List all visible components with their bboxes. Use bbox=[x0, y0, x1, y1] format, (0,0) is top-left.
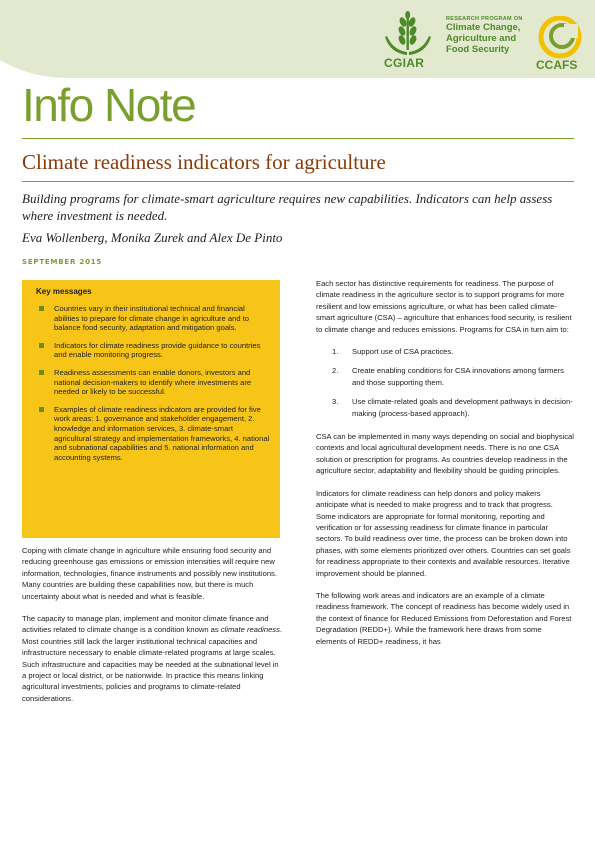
right-column bbox=[316, 278, 574, 658]
publication-date: SEPTEMBER 2015 bbox=[22, 258, 103, 266]
series-title: Info Note bbox=[22, 79, 196, 131]
key-messages-list bbox=[36, 304, 270, 462]
page-title: Climate readiness indicators for agriculture bbox=[22, 150, 386, 174]
ccafs-wordmark: CCAFS bbox=[536, 58, 578, 72]
divider bbox=[22, 138, 574, 139]
list-item bbox=[332, 365, 574, 388]
program-small-label: RESEARCH PROGRAM ON bbox=[446, 16, 523, 22]
emphasis-text: climate readiness bbox=[220, 625, 280, 635]
list-item-text: Readiness assessments can enable donors, investors and national decision-makers to identify where investments are needed or likely to be successful. bbox=[54, 367, 252, 397]
body-paragraph: The following work areas and indicators are an example of a climate readiness framework. The concept of readiness has become widely used in the context of finance for Reduced Emissions from Deforestation and Forest Degradation (REDD+). While the framework here draws from some elements of REDD+ readiness, it has bbox=[316, 590, 572, 646]
square-bullet-icon bbox=[39, 343, 44, 348]
body-paragraph: CSA can be implemented in many ways depending on social and biophysical contexts and local agricultural development needs. There is no one CSA solution or prescription for programs. As countries develop readiness in the agriculture sector, adaptability and flexibility should be guiding principles. bbox=[316, 432, 574, 476]
list-item-text: Use climate-related goals and development pathways in decision-making (process-based approach). bbox=[352, 397, 573, 418]
cgiar-wordmark: CGIAR bbox=[384, 56, 425, 70]
program-line: Climate Change, bbox=[446, 22, 521, 33]
subtitle: Building programs for climate-smart agriculture requires new capabilities. Indicators can help assess where investment is needed. bbox=[22, 191, 553, 223]
body-paragraph: Indicators for climate readiness can help donors and policy makers anticipate what is needed to make progress and to track that progress. Some indicators are appropriate for formal monitoring, reporting and verification or for assessing readiness for climate finance in particular sectors. To build readiness over time, the process can be broken down into phases, with some elements prioritized over others. Countries can set goals for readiness appropriate to their contexts and available resources. Iterative improvement should be planned. bbox=[316, 488, 571, 578]
ccafs-logo-icon bbox=[538, 16, 582, 60]
program-name bbox=[446, 16, 536, 55]
list-number: 1. bbox=[332, 347, 339, 357]
square-bullet-icon bbox=[39, 407, 44, 412]
list-number: 2. bbox=[332, 366, 339, 376]
list-item bbox=[36, 304, 270, 333]
body-paragraph: Each sector has distinctive requirements for readiness. The purpose of climate readiness in the agriculture sector is to support programs for more resilient and low emissions agriculture, or what has been called climate-smart agriculture (CSA) – agriculture that enhances food security, is resilient to climate change and reduces emissions. Programs for CSA in turn aim to: bbox=[316, 279, 572, 334]
square-bullet-icon bbox=[39, 306, 44, 311]
square-bullet-icon bbox=[39, 370, 44, 375]
aims-list bbox=[316, 346, 574, 419]
key-messages-box bbox=[22, 280, 280, 538]
paragraph-text: The capacity to manage plan, implement and monitor climate finance and activities related to climate change is a condition known as bbox=[22, 614, 269, 635]
list-item bbox=[36, 341, 270, 360]
list-item-text: Indicators for climate readiness provide guidance to countries and enable monitoring progress. bbox=[54, 340, 261, 360]
list-item bbox=[332, 346, 574, 357]
list-item bbox=[332, 396, 574, 419]
list-item-text: Support use of CSA practices. bbox=[352, 347, 454, 357]
body-paragraph bbox=[22, 613, 284, 704]
list-item-text: Examples of climate readiness indicators are provided for five work areas: 1. governance and stakeholder engagement, 2. knowledge and information services, 3. climate-smart agricultural strategy and implementation frameworks, 4. national and subnational capabilities and 5. national information and accounting systems. bbox=[54, 404, 270, 462]
body-paragraph: Coping with climate change in agriculture while ensuring food security and reducing greenhouse gas emissions or emission intensities will require new information, technologies, finance instruments and possibly new institutions. Many countries are building these capabilities now, but there is much uncertainty about what is needed and what is feasible. bbox=[22, 546, 277, 601]
list-item bbox=[36, 405, 270, 463]
list-item-text: Create enabling conditions for CSA innovations among farmers and those supporting them. bbox=[352, 366, 564, 387]
paragraph-text: . Most countries still lack the larger institutional technical capacities and infrastructure necessary to enable climate-related programs at large scales. Such infrastructure and capacities may be needed at the subnational level in a project or local district, or be nationwide. In practice this means linking agricultural investments, policies and programs to climate-related considerations. bbox=[22, 625, 283, 703]
divider bbox=[22, 181, 574, 182]
list-item bbox=[36, 368, 270, 397]
left-column bbox=[22, 545, 284, 715]
key-messages-title: Key messages bbox=[36, 287, 92, 296]
authors: Eva Wollenberg, Monika Zurek and Alex De Pinto bbox=[22, 230, 283, 245]
list-number: 3. bbox=[332, 397, 339, 407]
program-line: Food Security bbox=[446, 44, 510, 55]
list-item-text: Countries vary in their institutional technical and financial abilities to prepare for climate change in agriculture and to balance food security, adaptation and mitigation goals. bbox=[54, 304, 250, 333]
program-line: Agriculture and bbox=[446, 33, 517, 44]
